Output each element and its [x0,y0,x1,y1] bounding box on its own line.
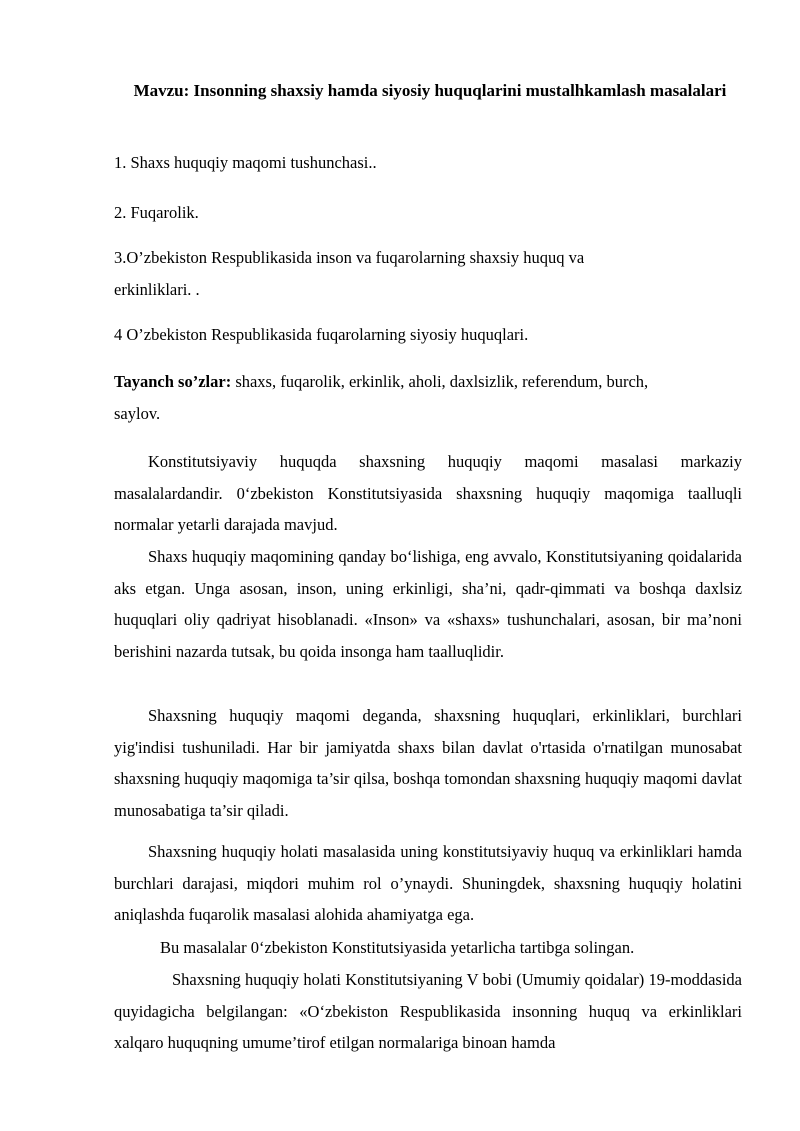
keywords-label: Tayanch so’zlar: [114,372,232,391]
paragraph-2: Shaxs huquqiy maqomining qanday bo‘lishiga, eng avvalo, Konstitutsiyaning qoidalarida aks etgan. Unga asosan, inson, uning erkinligi, sha’ni, qadr-qimmati va boshqa daxlsiz huquqlari oliy qadriyat hisoblanadi. «Inson» va «shaxs» tushunchalari, asosan, bir ma’noni berishini nazarda tutsak, bu qoida insonga ham taalluqlidir. [114,547,742,662]
paragraph-4: Shaxsning huquqiy holati masalasida uning konstitutsiyaviy huquq va erkinliklari hamda burchlari darajasi, miqdori muhim rol o’ynaydi. Shuningdek, shaxsning huquqiy holatini aniqlashda fuqarolik masalasi alohida ahamiyatga ega. [114,842,742,925]
keywords-list-continued: saylov. [114,404,161,423]
paragraph-6: Shaxsning huquqiy holati Konstitutsiyaning V bobi (Umumiy qoidalar) 19-moddasida quyidagicha belgilangan: «O‘zbekiston Respublikasida insonning huquq va erkinliklari xalqaro huquqning umume’tirof etilgan normalariga binoan hamda [114,970,742,1053]
plan-item-1: 1. Shaxs huquqiy maqomi tushunchasi.. [114,153,377,172]
keywords-list: shaxs, fuqarolik, erkinlik, aholi, daxlsizlik, referendum, burch, [231,372,649,391]
plan-item-3-continued: erkinliklari. . [114,280,200,299]
paragraph-3: Shaxsning huquqiy maqomi deganda, shaxsning huquqlari, erkinliklari, burchlari yig'indisi tushuniladi. Har bir jamiyatda shaxs bilan davlat o'rtasida o'rnatilgan munosabat shaxsning huquqiy maqomiga ta’sir qilsa, boshqa tomondan shaxsning huquqiy maqomi davlat munosabatiga ta’sir qiladi. [114,706,742,821]
document-title: Mavzu: Insonning shaxsiy hamda siyosiy huquqlarini mustalhkamlash masalalari [133,81,727,100]
plan-item-2: 2. Fuqarolik. [114,203,199,222]
paragraph-5: Bu masalalar 0‘zbekiston Konstitutsiyasida yetarlicha tartibga solingan. [160,938,635,957]
paragraph-1: Konstitutsiyaviy huquqda shaxsning huquqiy maqomi masalasi markaziy masalalardandir. 0‘zbekiston Konstitutsiyasida shaxsning huquqiy maqomiga taalluqli normalar yetarli darajada mavjud. [114,452,742,535]
plan-item-4: 4 O’zbekiston Respublikasida fuqarolarning siyosiy huquqlari. [114,325,529,344]
keywords-line [114,372,648,392]
plan-item-3: 3.O’zbekiston Respublikasida inson va fuqarolarning shaxsiy huquq va [114,248,585,267]
